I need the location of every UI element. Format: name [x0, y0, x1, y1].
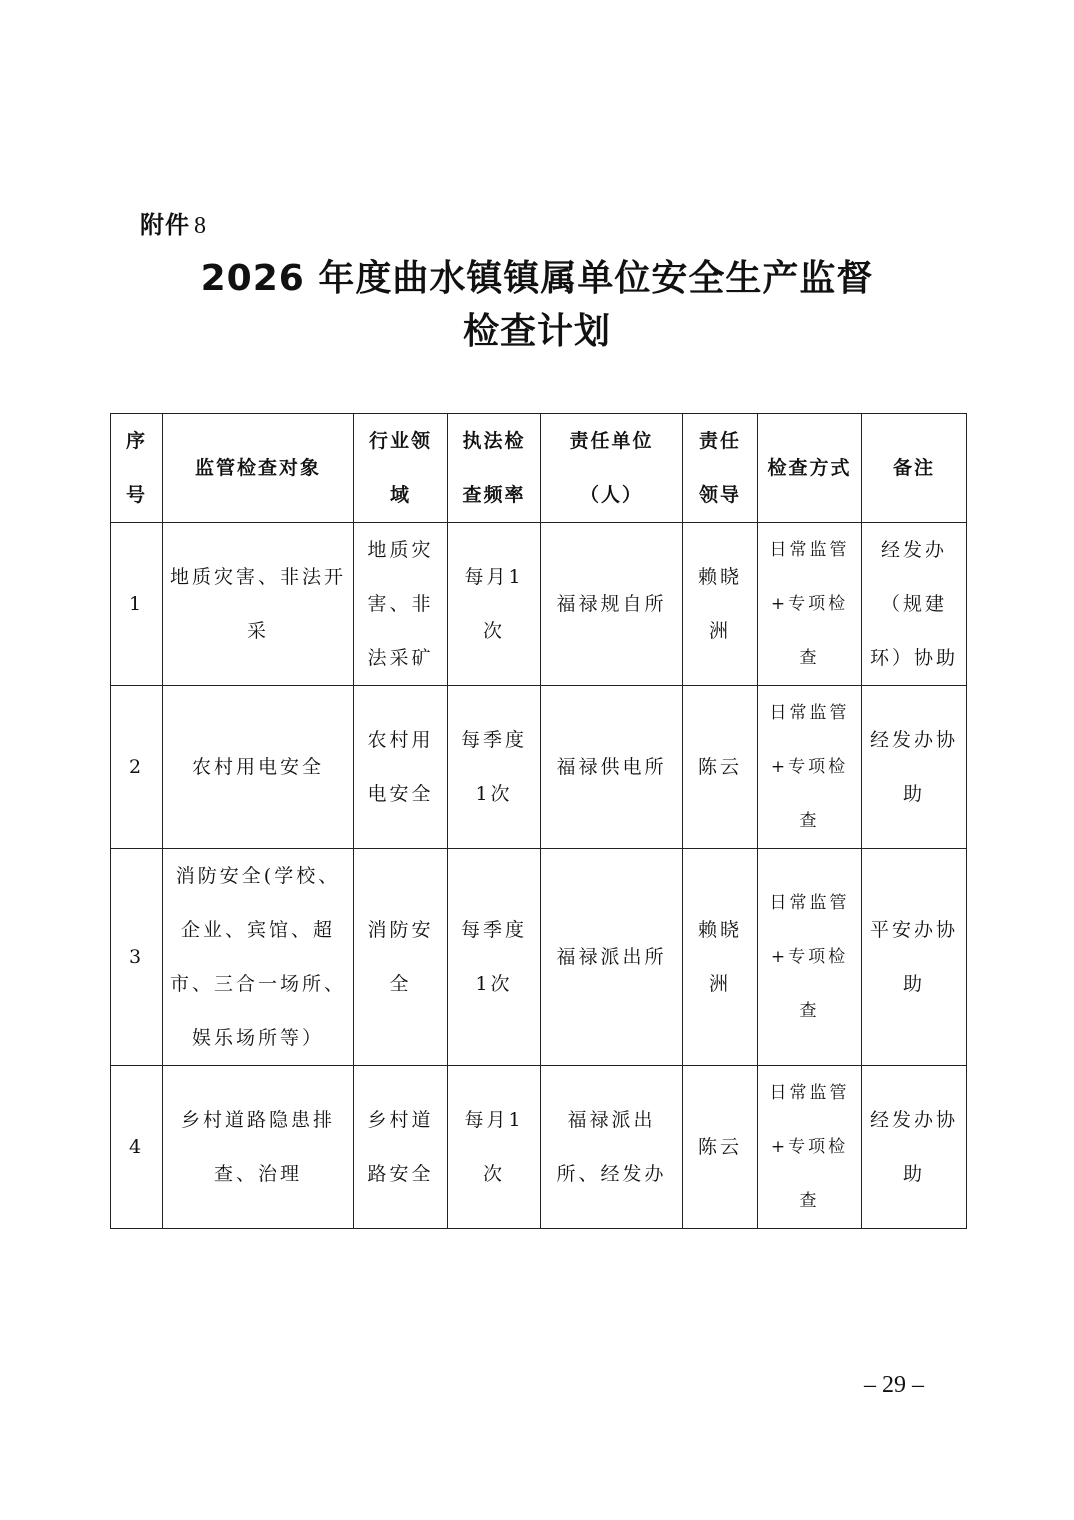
- cell-note: 平安办协助: [862, 849, 967, 1066]
- header-note: 备注: [862, 414, 967, 523]
- cell-note: 经发办（规建环）协助: [862, 523, 967, 686]
- table-header-row: [111, 414, 967, 523]
- cell-sector: 地质灾害、非法采矿: [354, 523, 448, 686]
- cell-index: 3: [111, 849, 163, 1066]
- cell-method: 日常监管+专项检查: [758, 849, 862, 1066]
- cell-method: 日常监管+专项检查: [758, 686, 862, 849]
- header-method: 检查方式: [758, 414, 862, 523]
- cell-leader: 赖晓洲: [683, 849, 758, 1066]
- cell-leader: 陈云: [683, 686, 758, 849]
- cell-target: 消防安全(学校、企业、宾馆、超市、三合一场所、娱乐场所等）: [163, 849, 354, 1066]
- cell-frequency: 每月1次: [448, 523, 541, 686]
- cell-index: 4: [111, 1066, 163, 1229]
- cell-method: 日常监管+专项检查: [758, 523, 862, 686]
- header-leader: 责任领导: [683, 414, 758, 523]
- attachment-label: [140, 205, 207, 240]
- header-index: 序号: [111, 414, 163, 523]
- cell-note: 经发办协助: [862, 686, 967, 849]
- cell-index: 1: [111, 523, 163, 686]
- header-unit: 责任单位（人）: [541, 414, 683, 523]
- cell-leader: 赖晓洲: [683, 523, 758, 686]
- cell-frequency: 每季度1次: [448, 686, 541, 849]
- cell-unit: 福禄供电所: [541, 686, 683, 849]
- cell-target: 农村用电安全: [163, 686, 354, 849]
- cell-sector: 乡村道路安全: [354, 1066, 448, 1229]
- header-target: 监管检查对象: [163, 414, 354, 523]
- cell-note: 经发办协助: [862, 1066, 967, 1229]
- cell-target: 乡村道路隐患排查、治理: [163, 1066, 354, 1229]
- table-row: [111, 1066, 967, 1229]
- header-frequency: 执法检查频率: [448, 414, 541, 523]
- cell-leader: 陈云: [683, 1066, 758, 1229]
- table-row: [111, 523, 967, 686]
- cell-sector: 消防安全: [354, 849, 448, 1066]
- table-row: [111, 686, 967, 849]
- page-title-line1: 2026 年度曲水镇镇属单位安全生产监督: [200, 258, 874, 299]
- cell-method: 日常监管+专项检查: [758, 1066, 862, 1229]
- cell-frequency: 每月1次: [448, 1066, 541, 1229]
- cell-unit: 福禄派出所: [541, 849, 683, 1066]
- cell-unit: 福禄规自所: [541, 523, 683, 686]
- page-number: – 29 –: [864, 1372, 924, 1398]
- header-sector: 行业领域: [354, 414, 448, 523]
- attachment-number: 8: [194, 213, 207, 239]
- attachment-text: 附件: [140, 211, 190, 239]
- cell-index: 2: [111, 686, 163, 849]
- cell-frequency: 每季度1次: [448, 849, 541, 1066]
- table-row: [111, 849, 967, 1066]
- cell-sector: 农村用电安全: [354, 686, 448, 849]
- inspection-plan-table: [110, 413, 967, 1229]
- cell-target: 地质灾害、非法开采: [163, 523, 354, 686]
- cell-unit: 福禄派出所、经发办: [541, 1066, 683, 1229]
- page-title-line2: 检查计划: [462, 311, 611, 352]
